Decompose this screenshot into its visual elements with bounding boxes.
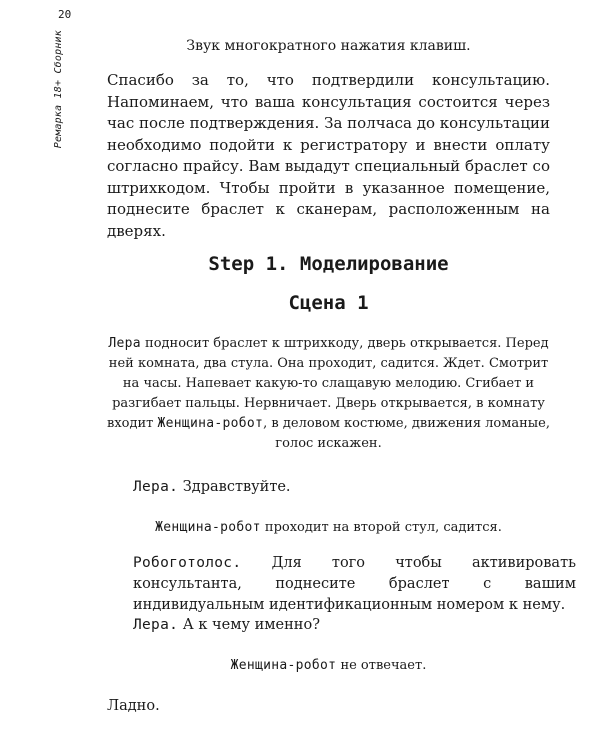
speaker-name: Лера [108, 336, 141, 351]
dialogue-text: Здравствуйте. [178, 479, 291, 495]
speaker-name: Женщина-робот [230, 658, 337, 673]
step-heading: Step 1. Моделирование [208, 253, 449, 275]
stage-text: подносит браслет к штрихкоду, дверь открывается. Перед ней комната, два стула. Она проходит, садится. Ждет. Смотрит на часы. Напевает какую-то слащавую мелодию. Сгибает и разгибает пальцы. Нервничает. Дверь открывается, в комнату входит [107, 336, 549, 431]
speaker-name: Женщина-робот [155, 520, 261, 535]
speaker-name: Лера. [133, 617, 179, 633]
page-number: 20 [58, 8, 72, 21]
intro-paragraph-text: Спасибо за то, что подтвердили консультацию. Напоминаем, что ваша консультация состоится через час после подтверждения. За полчаса до консультации необходимо подойти к регистратору и внести оплату согласно прайсу. Вам выдадут специальный браслет со штрихкодом. Чтобы пройти в указанное помещение, поднесите браслет к сканерам, расположенным на дверях. [107, 71, 550, 240]
speaker-name: Женщина-робот [157, 416, 264, 431]
stage-direction-robot-silent [107, 656, 550, 676]
stage-text: , в деловом костюме, движения ломаные, голос искажен. [263, 416, 550, 451]
stage-text: проходит на второй стул, садится. [260, 520, 502, 535]
scene-description [107, 334, 550, 454]
dialogue-line-lera-2 [107, 615, 576, 636]
dialogue-line-lera-1 [107, 477, 576, 498]
intro-stage-direction: Звук многократного нажатия клавиш. [186, 38, 471, 54]
stage-text: не отвечает. [336, 658, 427, 673]
speaker-name: Робоготолос. [133, 555, 242, 571]
intro-paragraph [107, 70, 550, 242]
running-head: Ремарка 18+ Сборник [53, 30, 64, 149]
scene-heading: Сцена 1 [288, 292, 369, 314]
dialogue-line-robovoice [107, 553, 576, 616]
closing-line: Ладно. [107, 698, 160, 714]
dialogue-text: Для того чтобы активировать консультанта, поднесите браслет с вашим индивидуальным идентификационным номером к нему. [133, 555, 576, 613]
stage-direction-robot-sits [107, 518, 550, 538]
dialogue-text: А к чему именно? [178, 617, 320, 633]
speaker-name: Лера. [133, 479, 179, 495]
